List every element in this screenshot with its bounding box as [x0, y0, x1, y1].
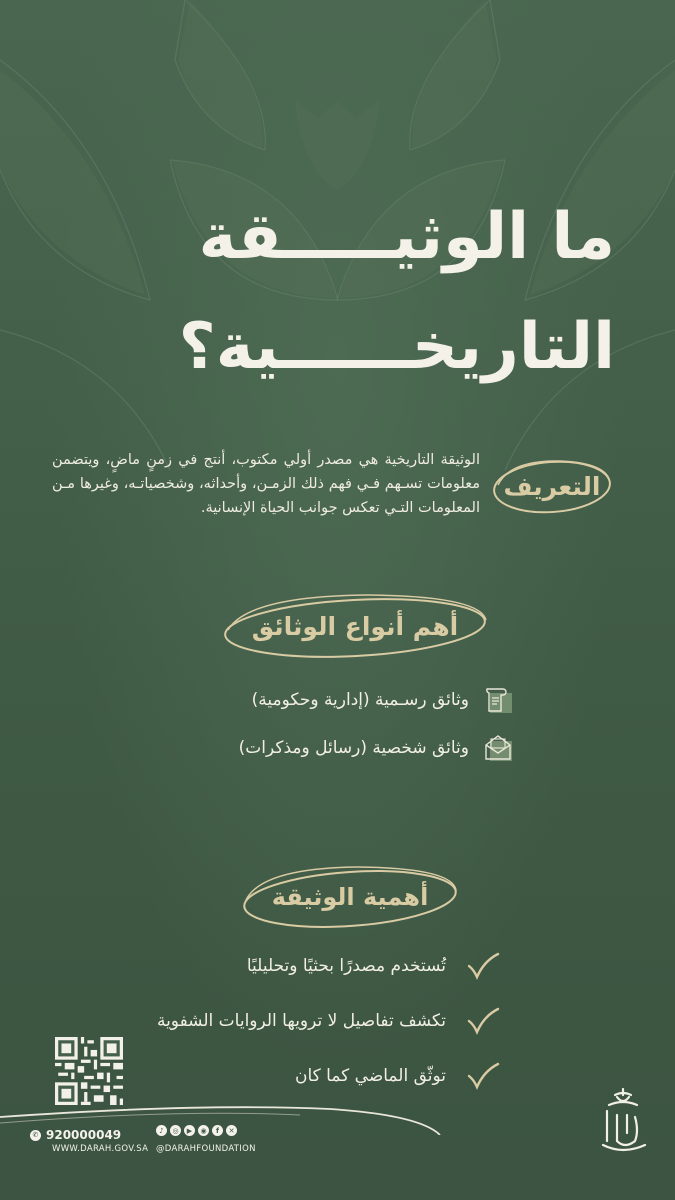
snapchat-icon[interactable]: ◉: [198, 1125, 209, 1136]
importance-heading-badge: [238, 862, 462, 932]
list-item: [239, 724, 515, 772]
document-type-label: وثائق رسـمية (إدارية وحكومية): [251, 690, 469, 710]
checkmark-icon: [466, 1006, 500, 1036]
page-title-line-2: التاريخــــــية؟: [178, 310, 615, 384]
list-item: [239, 676, 515, 724]
checkmark-icon: [466, 1061, 500, 1091]
social-handle[interactable]: @DARAHFOUNDATION: [156, 1144, 256, 1154]
types-heading-badge: [218, 590, 492, 662]
document-types-list: [239, 676, 515, 772]
importance-item-label: توثّق الماضي كما كان: [294, 1065, 446, 1086]
instagram-icon[interactable]: ◎: [170, 1125, 181, 1136]
x-icon[interactable]: ✕: [226, 1125, 237, 1136]
document-type-label: وثائق شخصية (رسائل ومذكرات): [238, 738, 469, 758]
website-link[interactable]: WWW.DARAH.GOV.SA: [52, 1144, 149, 1154]
tiktok-icon[interactable]: ♪: [156, 1125, 167, 1136]
checkmark-icon: [466, 951, 500, 981]
page-title-line-1: ما الوثيـــــقة: [198, 200, 615, 274]
importance-item-label: تُستخدم مصدرًا بحثيًا وتحليليًا: [246, 955, 446, 976]
scroll-document-icon: [483, 684, 515, 716]
darah-logo: [595, 1085, 651, 1157]
definition-badge: [490, 455, 614, 517]
definition-text: الوثيقة التاريخية هي مصدر أولي مكتوب، أنتج في زمنٍ ماضٍ، ويتضمن معلومات تسـهم فـي فهم ذلك الزمـن، وأحداثه، وشخصياتـه، وغيرها مـن المعلومات التـي تعكس جوانب الحياة الإنسانية.: [52, 452, 480, 516]
list-item: [157, 993, 500, 1048]
importance-heading: أهمية الوثيقة: [271, 883, 429, 911]
list-item: [157, 938, 500, 993]
importance-list: [157, 938, 500, 1103]
phone-contact[interactable]: [30, 1128, 121, 1142]
phone-icon: ✆: [30, 1130, 41, 1141]
facebook-icon[interactable]: f: [212, 1125, 223, 1136]
importance-item-label: تكشف تفاصيل لا ترويها الروايات الشفوية: [156, 1010, 446, 1031]
youtube-icon[interactable]: ▶: [184, 1125, 195, 1136]
definition-label: التعريف: [503, 471, 601, 501]
social-icons: [156, 1125, 237, 1136]
envelope-letter-icon: [483, 732, 515, 764]
phone-number: 920000049: [46, 1128, 122, 1142]
types-heading: أهم أنواع الوثائق: [251, 611, 459, 641]
